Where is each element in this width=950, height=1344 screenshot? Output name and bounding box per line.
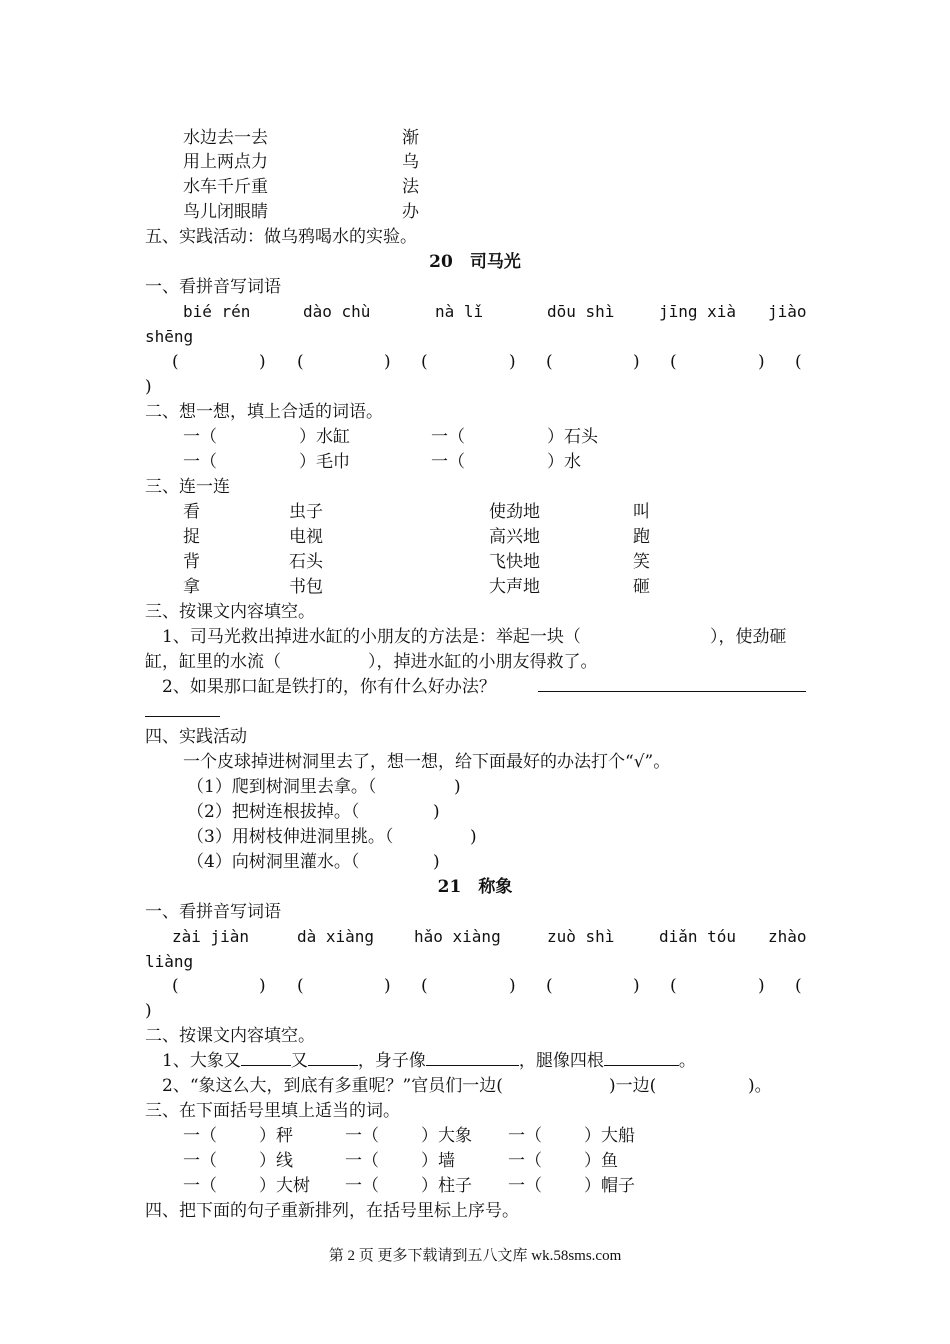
lesson20-title: 20 司马光 [429,252,521,272]
connect-verb: 捉 [183,527,200,547]
fill-word: ）大船 [584,1126,635,1146]
paren-open: ( [546,976,553,996]
paren-close: ) [633,352,640,372]
paren-close: ) [384,976,391,996]
match-right-1: 渐 [402,128,419,148]
paren-open: ( [421,976,428,996]
q1-text-d: ），掉进水缸的小朋友得救了。 [368,652,598,672]
yi-paren: 一（ [183,1126,217,1146]
pinyin-1: bié rén [183,302,251,321]
pinyin-4: zuò shì [547,927,615,946]
connect-adverb: 使劲地 [489,502,540,522]
q2-answer-line[interactable] [538,676,806,698]
q1-text-a: 1、司马光救出掉进水缸的小朋友的方法是：举起一块（ [162,627,581,647]
lesson21-s4-heading: 四、把下面的句子重新排列，在括号里标上序号。 [145,1201,519,1221]
fill-word: ）线 [259,1151,293,1171]
paren-close: ) [259,352,266,372]
connect-verb: 拿 [183,577,200,597]
option-4-close: ) [433,852,440,872]
option-3-close: ) [470,827,477,847]
l21-q1-part3: ，身子像 [357,1051,426,1071]
yi-paren: 一（ [345,1151,379,1171]
paren-close: ) [259,976,266,996]
yi-paren: 一（ [183,1176,217,1196]
connect-noun: 电视 [289,527,323,547]
l21-q2-c: )。 [748,1076,772,1096]
match-left-2: 用上两点力 [183,152,268,172]
blank[interactable] [308,1051,358,1066]
fill-b: ）水缸 [299,427,350,447]
fill-word: ）大树 [259,1176,310,1196]
connect-action: 叫 [633,502,650,522]
paren-open: ( [670,976,677,996]
paren-open: ( [297,352,304,372]
match-right-3: 法 [402,177,419,197]
pinyin-5: diǎn tóu [659,927,737,946]
option-4: （4）向树洞里灌水。（ [187,852,360,872]
fill-d: ）石头 [547,427,598,447]
connect-action: 跑 [633,527,650,547]
q1-text-b: ），使劲砸 [710,627,787,647]
yi-paren: 一（ [183,1151,217,1171]
paren-open: ( [795,352,802,372]
connect-verb: 背 [183,552,200,572]
pinyin-1: zài jiàn [172,927,250,946]
l21-q2-a: 2、“象这么大，到底有多重呢？”官员们一边( [162,1076,503,1096]
connect-adverb: 飞快地 [489,552,540,572]
lesson20-s3-heading: 三、连一连 [145,477,230,497]
paren-open: ( [421,352,428,372]
paren-open: ( [670,352,677,372]
pinyin-6-wrap: liàng [145,952,194,971]
paren-close: ) [758,976,765,996]
match-left-4: 鸟儿闭眼睛 [183,202,268,222]
paren-close: ) [384,352,391,372]
l21-q1-part5: 。 [678,1051,696,1071]
fill-d: ）水 [547,452,581,472]
yi-paren: 一（ [508,1176,542,1196]
lesson20-s4-heading: 四、实践活动 [145,727,247,747]
connect-adverb: 高兴地 [489,527,540,547]
fill-word: ）鱼 [584,1151,618,1171]
q1-text-c: 缸，缸里的水流（ [145,652,281,672]
yi-paren: 一（ [345,1126,379,1146]
lesson21-s1-heading: 一、看拼音写词语 [145,902,281,922]
fill-word: ）柱子 [421,1176,472,1196]
fill-word: ）大象 [421,1126,472,1146]
yi-paren: 一（ [345,1176,379,1196]
fill-c: 一（ [431,452,465,472]
blank[interactable] [604,1051,679,1066]
l21-q1-part1: 1、大象又 [162,1051,241,1071]
paren-close: ) [633,976,640,996]
lesson20-s3b-heading: 三、按课文内容填空。 [145,602,315,622]
match-left-3: 水车千斤重 [183,177,268,197]
section-five-heading: 五、实践活动：做乌鸦喝水的实验。 [145,227,417,247]
paren-open: ( [546,352,553,372]
q2-text: 2、如果那口缸是铁打的，你有什么好办法？ [162,677,496,697]
pinyin-2: dào chù [303,302,371,321]
fill-c: 一（ [431,427,465,447]
pinyin-3: nà lǐ [435,302,484,321]
yi-paren: 一（ [508,1126,542,1146]
l21-q1-part2: 又 [290,1051,308,1071]
option-3: （3）用树枝伸进洞里挑。（ [187,827,394,847]
option-1-close: ) [454,777,461,797]
pinyin-3: hǎo xiàng [414,927,501,946]
paren-open: ( [297,976,304,996]
pinyin-6: zhào [768,927,807,946]
option-2-close: ) [433,802,440,822]
yi-paren: 一（ [508,1151,542,1171]
paren-open: ( [795,976,802,996]
paren-open: ( [172,352,179,372]
connect-action: 砸 [633,577,650,597]
fill-word: ）墙 [421,1151,455,1171]
pinyin-6-wrap: shēng [145,327,194,346]
fill-word: ）帽子 [584,1176,635,1196]
paren-close: ) [509,352,516,372]
paren-open: ( [172,976,179,996]
paren-close: ) [145,377,152,397]
lesson20-s2-heading: 二、想一想，填上合适的词语。 [145,402,383,422]
paren-close: ) [145,1001,152,1021]
lesson20-s1-heading: 一、看拼音写词语 [145,277,281,297]
fill-b: ）毛巾 [299,452,350,472]
q2-answer-line-cont[interactable] [145,701,220,723]
l21-q2-b: )一边( [609,1076,657,1096]
match-left-1: 水边去一去 [183,128,268,148]
pinyin-4: dōu shì [547,302,615,321]
l21-q1 [162,1050,696,1072]
activity-intro: 一个皮球掉进树洞里去了，想一想，给下面最好的办法打个“√”。 [183,752,671,772]
lesson21-s2-heading: 二、按课文内容填空。 [145,1026,315,1046]
paren-close: ) [758,352,765,372]
lesson21-title: 21 称象 [437,877,513,897]
pinyin-2: dà xiàng [297,927,375,946]
connect-noun: 石头 [289,552,323,572]
fill-a: 一（ [183,427,217,447]
match-right-4: 办 [402,202,419,222]
connect-noun: 虫子 [289,502,323,522]
connect-action: 笑 [633,552,650,572]
l21-q1-part4: ，腿像四根 [518,1051,604,1071]
option-2: （2）把树连根拔掉。（ [187,802,360,822]
blank[interactable] [241,1051,291,1066]
lesson21-s3-heading: 三、在下面括号里填上适当的词。 [145,1101,400,1121]
connect-adverb: 大声地 [489,577,540,597]
option-1: （1）爬到树洞里去拿。（ [187,777,377,797]
connect-verb: 看 [183,502,200,522]
page-footer: 第 2 页 更多下载请到五八文库 wk.58sms.com [328,1248,622,1264]
pinyin-6: jiào [768,302,807,321]
match-right-2: 乌 [402,152,419,172]
blank[interactable] [426,1051,519,1066]
connect-noun: 书包 [289,577,323,597]
paren-close: ) [509,976,516,996]
pinyin-5: jīng xià [659,302,737,321]
fill-word: ）秤 [259,1126,293,1146]
fill-a: 一（ [183,452,217,472]
